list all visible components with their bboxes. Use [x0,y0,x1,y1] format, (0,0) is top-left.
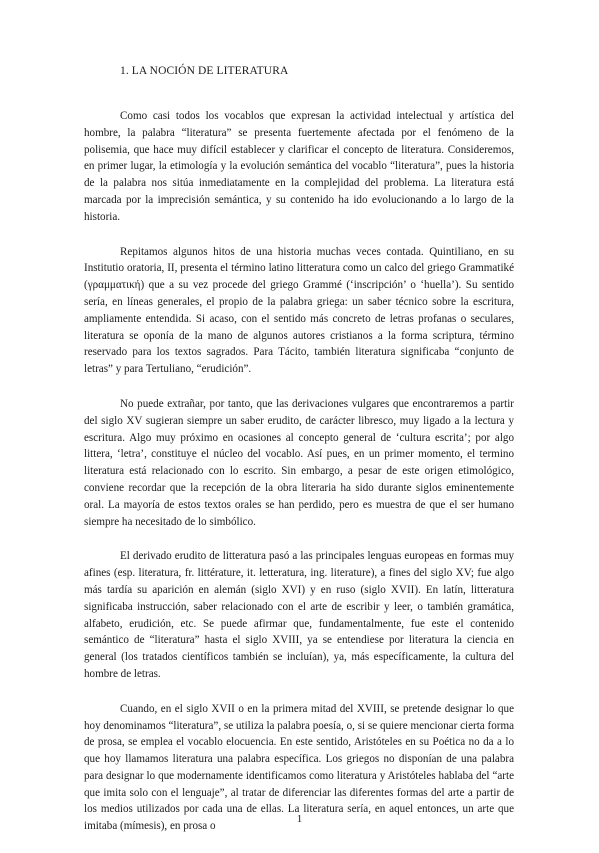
section-heading: 1. LA NOCIÓN DE LITERATURA [120,65,289,77]
paragraph-4: El derivado erudito de litteratura pasó a las principales lenguas europeas en formas muy afines (esp. literatura, fr. littérature, it. letteratura, ing. literature), a fines del siglo XV; fue algo más tardía su aparición en alemán (siglo XVI) y en ruso (siglo XVII). En latín, litteratura significaba instrucción, saber relacionado con el arte de escribir y leer, o también gramática, alfabeto, erudición, etc. Se puede afirmar que, fundamentalmente, fue este el contenido semántico de “literatura” hasta el siglo XVIII, ya se entendiese por literatura la ciencia en general (los tratados científicos también se incluían), ya, más específicamente, la cultura del hombre de letras. [84,550,514,680]
paragraph-3: No puede extrañar, por tanto, que las derivaciones vulgares que encontraremos a partir del siglo XV sugieran siempre un saber erudito, de carácter libresco, muy ligado a la lectura y escritura. Algo muy próximo en ocasiones al concepto general de ‘cultura escrita’; por algo littera, ‘letra’, constituye el núcleo del vocablo. Así pues, en un primer momento, el termino literatura está relacionado con lo escrito. Sin embargo, a pesar de este origen etimológico, conviene recordar que la recepción de la obra literaria ha sido durante siglos eminentemente oral. La mayoría de estos textos orales se han perdido, pero es muestra de que el ser humano siempre ha necesitado de lo simbólico. [84,397,514,528]
paragraph-5: Cuando, en el siglo XVII o en la primera mitad del XVIII, se pretende designar lo que hoy denominamos “literatura”, se utiliza la palabra poesía, o, si se quiere mencionar cierta forma de prosa, se emplea el vocablo elocuencia. En este sentido, Aristóteles en su Poética no da a lo que hoy llamamos literatura una palabra específica. Los griegos no disponían de una palabra para designar lo que modernamente identificamos como literatura y Aristóteles hablaba del “arte que imita solo con el lenguaje”, al tratar de diferenciar las diferentes formas del arte a partir de los medios utilizados por cada una de ellas. La literatura sería, en aquel entonces, un arte que imitaba (mímesis), en prosa o [84,702,514,833]
paragraph-2: Repitamos algunos hitos de una historia muchas veces contada. Quintiliano, en su Institutio oratoria, II, presenta el término latino litteratura como un calco del griego Grammatiké (γραμματική) que a su vez procede del griego Grammé (‘inscripción’ o ‘huella’). Su sentido sería, en líneas generales, el propio de la palabra griega: un saber técnico sobre la escritura, ampliamente entendida. Si acaso, con el sentido más concreto de letras profanas o seculares, literatura se oponía de la mano de algunos autores cristianos a la forma scriptura, término reservado para los textos sagrados. Para Tácito, también literatura significaba “conjunto de letras” y para Tertuliano, “erudición”. [84,245,514,376]
body-text [84,108,514,853]
page-number: 1 [296,813,303,825]
paragraph-1: Como casi todos los vocablos que expresan la actividad intelectual y artística del hombre, la palabra “literatura” se presenta fuertemente afectada por el fenómeno de la polisemia, que hace muy difícil establecer y clarificar el concepto de literatura. Consideremos, en primer lugar, la etimología y la evolución semántica del vocablo “literatura”, pues la historia de la palabra nos sitúa inmediatamente en la complejidad del problema. La literatura está marcada por la imprecisión semántica, y su contenido ha ido evolucionando a lo largo de la historia. [84,110,514,223]
